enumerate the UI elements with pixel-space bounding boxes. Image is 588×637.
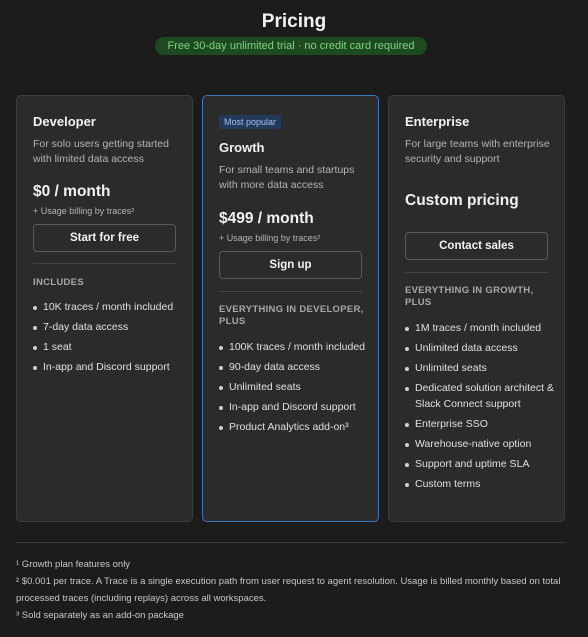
feature-list (219, 340, 368, 440)
footnote: ³ Sold separately as an add-on package (16, 610, 184, 621)
feature-item: 90-day data access (219, 360, 368, 376)
plan-name: Developer (33, 114, 96, 129)
bullet-icon (33, 326, 37, 330)
feature-item: 7-day data access (33, 320, 182, 336)
bullet-icon (33, 306, 37, 310)
bullet-icon (219, 386, 223, 390)
plan-name: Enterprise (405, 114, 470, 129)
bullet-icon (405, 387, 409, 391)
feature-item: In-app and Discord support (33, 360, 182, 376)
feature-item: Support and uptime SLA (405, 457, 554, 473)
bullet-icon (219, 346, 223, 350)
plan-card-developer (16, 95, 193, 522)
bullet-icon (405, 327, 409, 331)
feature-item: Dedicated solution architect & Slack Connect support (405, 381, 554, 412)
plan-name: Growth (219, 140, 265, 155)
bullet-icon (405, 347, 409, 351)
plan-price: $0 / month (33, 183, 111, 200)
divider (33, 263, 176, 264)
bullet-icon (405, 423, 409, 427)
plan-price: Custom pricing (405, 192, 519, 209)
plan-description: For solo users getting started with limited data access (33, 138, 169, 165)
trial-badge: Free 30-day unlimited trial · no credit card required (155, 37, 427, 55)
plan-billing-note: + Usage billing by traces² (219, 233, 321, 243)
bullet-icon (405, 367, 409, 371)
feature-item: Unlimited data access (405, 341, 554, 357)
most-popular-badge: Most popular (219, 115, 281, 129)
feature-item: Custom terms (405, 477, 554, 493)
page-title: Pricing (261, 11, 327, 32)
feature-list (33, 300, 182, 380)
feature-item: Unlimited seats (405, 361, 554, 377)
bullet-icon (405, 463, 409, 467)
feature-item: 1M traces / month included (405, 321, 554, 337)
includes-heading: INCLUDES (33, 277, 84, 288)
footer-divider (16, 542, 566, 543)
divider (219, 291, 362, 292)
footnotes (16, 556, 570, 624)
plan-description: For large teams with enterprise security and support (405, 138, 550, 165)
feature-item: 10K traces / month included (33, 300, 182, 316)
bullet-icon (219, 426, 223, 430)
feature-item: Product Analytics add-on³ (219, 420, 368, 436)
divider (405, 272, 548, 273)
start-for-free-button[interactable]: Start for free (33, 224, 176, 252)
footnote: ¹ Growth plan features only (16, 559, 131, 570)
includes-heading: EVERYTHING IN DEVELOPER, PLUS (219, 304, 364, 327)
feature-item: 100K traces / month included (219, 340, 368, 356)
plan-price: $499 / month (219, 210, 314, 227)
plan-description: For small teams and startups with more data access (219, 164, 355, 191)
feature-item: 1 seat (33, 340, 182, 356)
feature-list (405, 321, 554, 497)
footnote: ² $0.001 per trace. A Trace is a single execution path from user request to agent resolution. Usage is billed monthly based on total processed traces (including replays) across all workspaces. (16, 576, 561, 604)
bullet-icon (33, 346, 37, 350)
sign-up-button[interactable]: Sign up (219, 251, 362, 279)
includes-heading: EVERYTHING IN GROWTH, PLUS (405, 285, 534, 308)
feature-item: Enterprise SSO (405, 417, 554, 433)
feature-item: Unlimited seats (219, 380, 368, 396)
plan-billing-note: + Usage billing by traces² (33, 206, 135, 216)
plan-card-enterprise (388, 95, 565, 522)
feature-item: In-app and Discord support (219, 400, 368, 416)
bullet-icon (405, 443, 409, 447)
contact-sales-button[interactable]: Contact sales (405, 232, 548, 260)
bullet-icon (219, 406, 223, 410)
plan-card-growth (202, 95, 379, 522)
bullet-icon (405, 483, 409, 487)
bullet-icon (33, 366, 37, 370)
bullet-icon (219, 366, 223, 370)
feature-item: Warehouse-native option (405, 437, 554, 453)
